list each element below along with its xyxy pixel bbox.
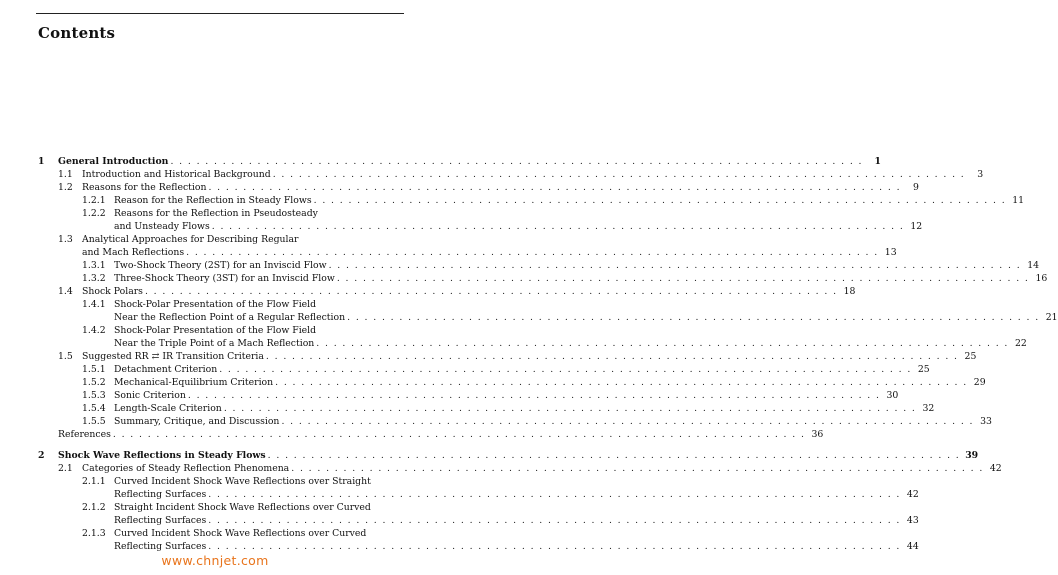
toc-page-number: 33	[980, 416, 992, 427]
toc-entry-title: Two-Shock Theory (2ST) for an Inviscid Flow	[114, 260, 327, 271]
toc-page-number: 11	[1012, 195, 1025, 206]
toc-entry[interactable]	[36, 527, 919, 553]
toc-leader-dots: . . . . . . . . . . . . . . . . . . . . . . . . . . . . . . . . . . . . . . . . . . . . . . . . . . . . . . . . . . . . . . . . . . . . . . . . . . . . . . . .	[272, 169, 966, 180]
toc-entry-title: Near the Reflection Point of a Regular Reflection	[114, 312, 346, 323]
toc-entry[interactable]	[36, 259, 1040, 272]
toc-chapter[interactable]	[36, 449, 979, 462]
toc-entry-number: 2.1.3	[82, 528, 106, 539]
toc-entry[interactable]	[36, 462, 1002, 475]
toc-entry-title: Reason for the Reflection in Steady Flows	[114, 195, 312, 206]
toc-leader-dots: . . . . . . . . . . . . . . . . . . . . . . . . . . . . . . . . . . . . . . . . . . . . . . . . . . . . . . . . . . . . . . . . . . . . . . . . . . . . . . . .	[281, 416, 974, 427]
toc-entry-title: Shock Polars	[82, 286, 143, 297]
toc-leader-dots: . . . . . . . . . . . . . . . . . . . . . . . . . . . . . . . . . . . . . . . . . . . . . . . . . . . . . . . . . . . . . . . . . . . . . . . . . . . . . . . .	[291, 463, 984, 474]
toc-page-number: 29	[973, 377, 986, 388]
toc-leader-dots: . . . . . . . . . . . . . . . . . . . . . . . . . . . . . . . . . . . . . . . . . . . . . . . . . . . . . . . . . . . . . . . . . . . . . . . . . . . . . . . .	[187, 390, 881, 401]
toc-page-number: 14	[1027, 260, 1040, 271]
toc-leader-dots: . . . . . . . . . . . . . . . . . . . . . . . . . . . . . . . . . . . . . . . . . . . . . . . . . . . . . . . . . . . . . . . . . . . . . . . . . . . . . . . .	[267, 450, 961, 461]
toc-entry-title: Shock-Polar Presentation of the Flow Field	[114, 299, 317, 310]
toc-entry-number: 1.4.2	[82, 325, 106, 336]
toc-entry-title: Introduction and Historical Background	[82, 169, 271, 180]
toc-entry-number: 1.1	[58, 169, 73, 180]
toc-entry-number: 1.5.2	[82, 377, 106, 388]
toc-entry-title: Curved Incident Shock Wave Reflections over Straight	[114, 476, 371, 487]
toc-entry-number: 1.5.4	[82, 403, 106, 414]
toc-entry[interactable]	[36, 402, 935, 415]
toc-leader-dots: . . . . . . . . . . . . . . . . . . . . . . . . . . . . . . . . . . . . . . . . . . . . . . . . . . . . . . . . . . . . . . . . . . . . . . . . . . . . . . . .	[211, 221, 905, 232]
watermark: www.chnjet.com	[161, 553, 269, 568]
toc-page-number: 18	[843, 286, 856, 297]
toc-entry[interactable]	[36, 298, 1058, 324]
toc-page-number: 36	[811, 429, 824, 440]
toc-entry-title: and Unsteady Flows	[114, 221, 210, 232]
toc-references[interactable]	[36, 428, 824, 441]
toc-entry-number: 2.1.1	[82, 476, 106, 487]
top-rule	[36, 13, 404, 14]
toc-entry-title: Reasons for the Reflection	[82, 182, 207, 193]
toc-entry-title: Mechanical-Equilibrium Criterion	[114, 377, 274, 388]
toc-entry-number: 1.5.5	[82, 416, 106, 427]
toc-entry-number: 2.1	[58, 463, 73, 474]
toc-leader-dots: . . . . . . . . . . . . . . . . . . . . . . . . . . . . . . . . . . . . . . . . . . . . . . . . . . . . . . . . . . . . . . . . . . . . . . . . . . . . . . . .	[208, 541, 901, 552]
toc-entry[interactable]	[36, 194, 1025, 207]
toc-entry-number: 1.3.1	[82, 260, 106, 271]
toc-page-number: 30	[886, 390, 899, 401]
toc-entry[interactable]	[36, 324, 1027, 350]
toc-page-number: 42	[906, 489, 919, 500]
toc-page-number: 13	[884, 247, 897, 258]
toc-page-number: 42	[989, 463, 1002, 474]
toc-entry-title: Length-Scale Criterion	[114, 403, 222, 414]
toc-entry[interactable]	[36, 168, 984, 181]
toc-entry-title: Categories of Steady Reflection Phenomena	[82, 463, 290, 474]
toc-entry[interactable]	[36, 475, 919, 501]
toc-leader-dots: . . . . . . . . . . . . . . . . . . . . . . . . . . . . . . . . . . . . . . . . . . . . . . . . . . . . . . . . . . . . . . . . . . . . . . . . . . . . . . . .	[186, 247, 879, 258]
toc-page-number: 43	[906, 515, 919, 526]
toc-leader-dots: . . . . . . . . . . . . . . . . . . . . . . . . . . . . . . . . . . . . . . . . . . . . . . . . . . . . . . . . . . . . . . . . . . . . . . . . . . . . . . . .	[328, 260, 1022, 271]
toc-entry-number: 1.3.2	[82, 273, 106, 284]
toc-entry-title: Three-Shock Theory (3ST) for an Inviscid Flow	[114, 273, 335, 284]
toc-entry[interactable]	[36, 272, 1048, 285]
toc-page-number: 12	[910, 221, 923, 232]
toc-leader-dots: . . . . . . . . . . . . . . . . . . . . . . . . . . . . . . . . . . . . . . . . . . . . . . . . . . . . . . . . . . . . . . . . . . . . . . . . . . . . . . . .	[265, 351, 959, 362]
toc-gap	[36, 441, 406, 449]
toc-entry[interactable]	[36, 350, 977, 363]
toc-leader-dots: . . . . . . . . . . . . . . . . . . . . . . . . . . . . . . . . . . . . . . . . . . . . . . . . . . . . . . . . . . . . . . . . . . . . . . . . . . . . . . . .	[208, 515, 901, 526]
toc-entry-title: Detachment Criterion	[114, 364, 218, 375]
toc-leader-dots: . . . . . . . . . . . . . . . . . . . . . . . . . . . . . . . . . . . . . . . . . . . . . . . . . . . . . . . . . . . . . . . . . . . . . . . . . . . . . . . .	[208, 182, 901, 193]
toc-entry[interactable]	[36, 376, 986, 389]
toc-entry-title: Reflecting Surfaces	[114, 541, 207, 552]
toc-entry-number: 1.2.1	[82, 195, 106, 206]
toc-leader-dots: . . . . . . . . . . . . . . . . . . . . . . . . . . . . . . . . . . . . . . . . . . . . . . . . . . . . . . . . . . . . . . . . . . . . . . . . . . . . . . . .	[208, 489, 901, 500]
toc-entry-title: References	[58, 429, 111, 440]
toc-entry-number: 2	[38, 450, 45, 461]
toc-entry-title: Analytical Approaches for Describing Regular	[82, 234, 299, 245]
toc-entry-title: Suggested RR ⇄ IR Transition Criteria	[82, 351, 264, 362]
toc-entry-title: and Mach Reflections	[82, 247, 185, 258]
toc-entry[interactable]	[36, 181, 919, 194]
toc-entry[interactable]	[36, 285, 856, 298]
toc-entry-number: 1.5.1	[82, 364, 106, 375]
toc-entry[interactable]	[36, 415, 992, 428]
toc-entry-number: 2.1.2	[82, 502, 106, 513]
toc-page-number: 25	[964, 351, 977, 362]
toc-entry-number: 1	[38, 156, 45, 167]
toc-leader-dots: . . . . . . . . . . . . . . . . . . . . . . . . . . . . . . . . . . . . . . . . . . . . . . . . . . . . . . . . . . . . . . . . . . . . . . . . . . . . . . . .	[112, 429, 806, 440]
toc-entry-title: Shock Wave Reflections in Steady Flows	[58, 450, 266, 461]
toc-entry-number: 1.4.1	[82, 299, 106, 310]
toc-leader-dots: . . . . . . . . . . . . . . . . . . . . . . . . . . . . . . . . . . . . . . . . . . . . . . . . . . . . . . . . . . . . . . . . . . . . . . . . . . . . . . . .	[336, 273, 1030, 284]
toc-page-number: 21	[1045, 312, 1058, 323]
toc-entry-title: Reasons for the Reflection in Pseudosteady	[114, 208, 318, 219]
page-title: Contents	[38, 24, 116, 42]
toc-leader-dots: . . . . . . . . . . . . . . . . . . . . . . . . . . . . . . . . . . . . . . . . . . . . . . . . . . . . . . . . . . . . . . . . . . . . . . . . . . . . . . . .	[275, 377, 968, 388]
toc-entry-title: Reflecting Surfaces	[114, 515, 207, 526]
toc-entry-number: 1.2	[58, 182, 73, 193]
toc-entry[interactable]	[36, 501, 919, 527]
toc-leader-dots: . . . . . . . . . . . . . . . . . . . . . . . . . . . . . . . . . . . . . . . . . . . . . . . . . . . . . . . . . . . . . . . . . . . . . . . . . . . . . . . .	[223, 403, 917, 414]
toc-page-number: 3	[977, 169, 984, 180]
table-of-contents	[36, 155, 1058, 553]
toc-page-number: 25	[917, 364, 930, 375]
toc-leader-dots: . . . . . . . . . . . . . . . . . . . . . . . . . . . . . . . . . . . . . . . . . . . . . . . . . . . . . . . . . . . . . . . . . . . . . . . . . . . . . . . .	[347, 312, 1040, 323]
toc-entry-title: Curved Incident Shock Wave Reflections over Curved	[114, 528, 367, 539]
toc-entry-title: Shock-Polar Presentation of the Flow Field	[114, 325, 317, 336]
toc-page-number: 39	[965, 450, 979, 461]
toc-page-number: 44	[906, 541, 919, 552]
toc-entry-number: 1.2.2	[82, 208, 106, 219]
toc-entry-title: Near the Triple Point of a Mach Reflection	[114, 338, 315, 349]
toc-entry-number: 1.5	[58, 351, 73, 362]
toc-entry-number: 1.4	[58, 286, 73, 297]
toc-entry[interactable]	[36, 363, 930, 376]
toc-entry-title: Sonic Criterion	[114, 390, 186, 401]
toc-page-number: 1	[874, 156, 881, 167]
toc-leader-dots: . . . . . . . . . . . . . . . . . . . . . . . . . . . . . . . . . . . . . . . . . . . . . . . . . . . . . . . . . . . . . . . . . . . . . . . . . . . . . . . .	[170, 156, 863, 167]
toc-chapter[interactable]	[36, 155, 881, 168]
toc-entry-title: Reflecting Surfaces	[114, 489, 207, 500]
toc-entry-number: 1.3	[58, 234, 73, 245]
toc-leader-dots: . . . . . . . . . . . . . . . . . . . . . . . . . . . . . . . . . . . . . . . . . . . . . . . . . . . . . . . . . . . . . . . . . . . . . . . . . . . . . . . .	[144, 286, 838, 297]
toc-entry-title: Summary, Critique, and Discussion	[114, 416, 280, 427]
toc-page-number: 22	[1014, 338, 1027, 349]
toc-leader-dots: . . . . . . . . . . . . . . . . . . . . . . . . . . . . . . . . . . . . . . . . . . . . . . . . . . . . . . . . . . . . . . . . . . . . . . . . . . . . . . . .	[313, 195, 1007, 206]
toc-leader-dots: . . . . . . . . . . . . . . . . . . . . . . . . . . . . . . . . . . . . . . . . . . . . . . . . . . . . . . . . . . . . . . . . . . . . . . . . . . . . . . . .	[219, 364, 912, 375]
toc-entry[interactable]	[36, 207, 923, 233]
toc-page-number: 9	[913, 182, 919, 193]
toc-leader-dots: . . . . . . . . . . . . . . . . . . . . . . . . . . . . . . . . . . . . . . . . . . . . . . . . . . . . . . . . . . . . . . . . . . . . . . . . . . . . . . . .	[316, 338, 1009, 349]
toc-entry-title: Straight Incident Shock Wave Reflections over Curved	[114, 502, 371, 513]
toc-entry-number: 1.5.3	[82, 390, 106, 401]
toc-entry[interactable]	[36, 389, 899, 402]
toc-entry-title: General Introduction	[58, 156, 169, 167]
toc-entry[interactable]	[36, 233, 897, 259]
toc-page-number: 32	[922, 403, 935, 414]
toc-page-number: 16	[1035, 273, 1048, 284]
